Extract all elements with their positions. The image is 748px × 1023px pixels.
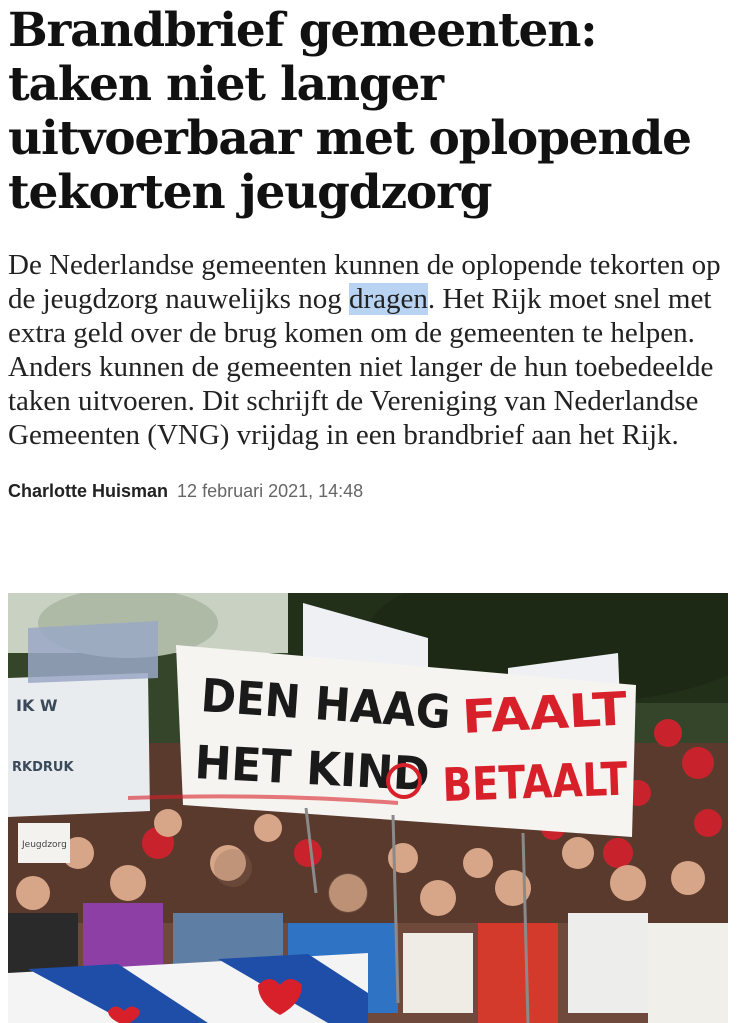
lead-text-selection[interactable]: dragen — [348, 283, 428, 315]
banner-text-line1-red: FAALT — [460, 682, 614, 744]
article-photo — [8, 593, 728, 1023]
protest-photo-illustration — [8, 593, 728, 1023]
article-headline: Brandbrief gemeenten: taken niet langer uitvoerbaar met oplopende tekorten jeugdzorg — [8, 3, 691, 220]
author-link[interactable]: Charlotte Huisman — [8, 481, 169, 501]
banner-text-line1-black: DEN HAAG — [199, 668, 474, 741]
article — [8, 0, 740, 502]
left-sign-text-1: IK W — [16, 696, 58, 715]
lead-text-start: De Nederlandse gemeenten kunnen de oplopende tekorten op de jeugdzorg nauwelijks nog — [8, 249, 721, 315]
banner-text-line2-red: BETAALT — [441, 750, 662, 812]
left-sign-text-2: RKDRUK — [12, 760, 74, 775]
byline — [8, 480, 740, 502]
small-sign-text: Jeugdzorg — [22, 840, 67, 850]
banner-text-line2-black: HET KIND — [193, 735, 443, 802]
lead-text-end: . Het Rijk moet snel met extra geld over de brug komen om de gemeenten te helpen. Anders kunnen de gemeenten niet langer de hun toebedeelde taken uitvoeren. Dit schrijft de Vereniging van Nederlandse Gemeenten (VNG) vrijdag in een brandbrief aan het Rijk. — [8, 283, 714, 451]
publish-date: 12 februari 2021, 14:48 — [177, 481, 364, 501]
article-lead — [8, 248, 738, 452]
